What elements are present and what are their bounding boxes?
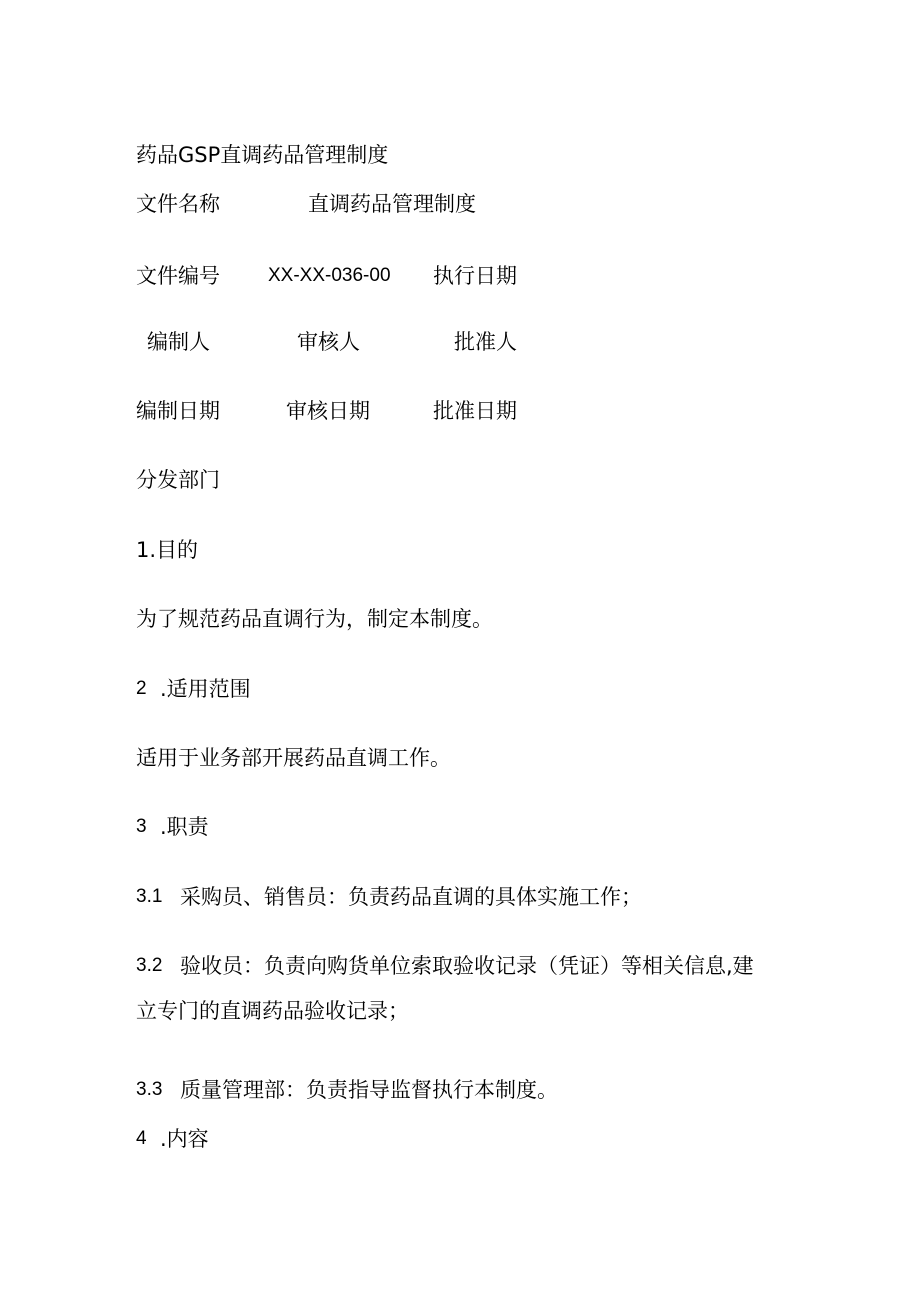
distribution-dept-label: 分发部门 — [136, 468, 220, 492]
edit-date-label: 编制日期 — [136, 399, 220, 423]
execution-date-label: 执行日期 — [433, 264, 517, 288]
clause-3-1-text: 采购员、销售员：负责药品直调的具体实施工作； — [180, 885, 642, 909]
section-3-heading: .职责 — [160, 815, 209, 839]
editor-label: 编制人 — [147, 330, 210, 354]
clause-3-3-text: 质量管理部：负责指导监督执行本制度。 — [180, 1078, 558, 1102]
section-2-number: 2 — [136, 678, 147, 699]
section-4-number: 4 — [136, 1128, 147, 1149]
review-date-label: 审核日期 — [286, 399, 370, 423]
clause-3-3-number: 3.3 — [136, 1079, 163, 1100]
approver-label: 批准人 — [454, 330, 517, 354]
section-2-body: 适用于业务部开展药品直调工作。 — [136, 746, 451, 770]
file-number-label: 文件编号 — [136, 264, 220, 288]
reviewer-label: 审核人 — [297, 330, 360, 354]
approve-date-label: 批准日期 — [433, 399, 517, 423]
section-1-heading: 1.目的 — [136, 538, 199, 562]
section-3-number: 3 — [136, 816, 147, 837]
section-4-heading: .内容 — [160, 1127, 209, 1151]
clause-3-2-number: 3.2 — [136, 955, 163, 976]
clause-3-1-number: 3.1 — [136, 886, 163, 907]
document-title: 药品GSP直调药品管理制度 — [136, 143, 389, 167]
section-1-body: 为了规范药品直调行为，制定本制度。 — [136, 607, 493, 631]
file-name-label: 文件名称 — [136, 192, 220, 216]
file-number-value: XX-XX-036-00 — [268, 265, 391, 286]
file-name-value: 直调药品管理制度 — [308, 192, 476, 216]
clause-3-2-text-line2: 立专门的直调药品验收记录； — [136, 999, 409, 1023]
clause-3-2-text-line1: 验收员：负责向购货单位索取验收记录（凭证）等相关信息,建 — [180, 954, 754, 978]
section-2-heading: .适用范围 — [160, 677, 251, 701]
